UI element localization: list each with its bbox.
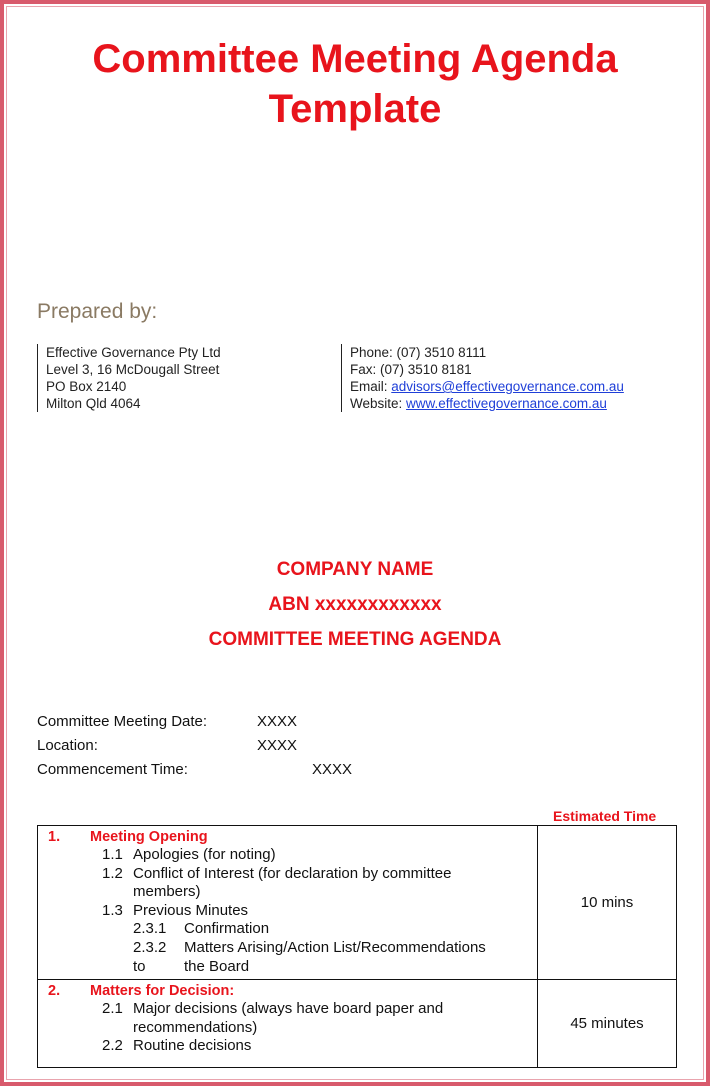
- subitem-continued-text: the Board: [184, 957, 250, 975]
- agenda-table: [37, 825, 677, 1068]
- address-block: [37, 344, 221, 412]
- contact-website-row: [350, 395, 624, 412]
- section-heading: [39, 828, 536, 846]
- item-text: Routine decisions: [133, 1037, 252, 1055]
- contact-block: [341, 344, 624, 412]
- subitem-text: Confirmation: [184, 920, 270, 938]
- address-street: Level 3, 16 McDougall Street: [46, 362, 220, 377]
- agenda-section-row: [38, 826, 677, 980]
- agenda-item: [39, 865, 536, 884]
- prepared-by-label: Prepared by:: [37, 300, 158, 323]
- subitem-number: 2.3.1: [133, 920, 167, 938]
- address-company: Effective Governance Pty Ltd: [46, 345, 221, 360]
- contact-phone: Phone: (07) 3510 8111: [350, 345, 487, 360]
- contact-email-link[interactable]: advisors@effectivegovernance.com.au: [391, 379, 624, 394]
- commencement-time-value: XXXX: [312, 761, 353, 778]
- item-text-continued: recommendations): [133, 1018, 258, 1036]
- agenda-item: [39, 846, 536, 865]
- agenda-subitem: [39, 920, 536, 939]
- item-text: Conflict of Interest (for declaration by committee: [133, 864, 452, 882]
- section-number: 2.: [48, 983, 61, 1000]
- address-city: Milton Qld 4064: [46, 396, 141, 411]
- section-number: 1.: [48, 829, 61, 845]
- agenda-item: [39, 1037, 536, 1056]
- contact-fax: Fax: (07) 3510 8181: [350, 362, 472, 377]
- item-number: 2.2: [102, 1037, 123, 1055]
- item-number: 1.1: [102, 846, 123, 863]
- contact-email-label: Email:: [350, 379, 392, 394]
- estimated-time-cell: 45 minutes: [538, 980, 677, 1068]
- agenda-item: [39, 902, 536, 921]
- document-title: [20, 34, 690, 134]
- commencement-time-label: Commencement Time:: [37, 761, 188, 778]
- agenda-item: [39, 1000, 536, 1019]
- item-number: 2.1: [102, 1000, 123, 1018]
- estimated-time-cell: 10 mins: [538, 826, 677, 980]
- contact-website-link[interactable]: www.effectivegovernance.com.au: [406, 396, 607, 411]
- meeting-date-value: XXXX: [257, 713, 298, 730]
- item-text: Major decisions (always have board paper and: [133, 1000, 444, 1018]
- abn-heading: ABN xxxxxxxxxxxx: [268, 594, 442, 615]
- company-name-heading: COMPANY NAME: [276, 559, 434, 580]
- contact-website-label: Website:: [350, 396, 407, 411]
- estimated-time-header: Estimated Time: [553, 808, 657, 824]
- location-value: XXXX: [257, 737, 298, 754]
- agenda-subitem: [39, 939, 536, 958]
- agenda-section-row: [38, 980, 677, 1068]
- item-number: 1.2: [102, 864, 123, 882]
- location-label: Location:: [37, 737, 98, 754]
- agenda-section-cell: [38, 826, 538, 980]
- item-text: Previous Minutes: [133, 901, 249, 919]
- item-number: 1.3: [102, 901, 123, 919]
- agenda-section-cell: [38, 980, 538, 1068]
- item-text: Apologies (for noting): [133, 846, 276, 863]
- agenda-subitem-continued: [39, 958, 536, 977]
- title-line-1: Committee Meeting Agenda: [92, 37, 618, 81]
- address-po-box: PO Box 2140: [46, 379, 127, 394]
- section-title: Meeting Opening: [90, 829, 208, 845]
- subitem-text: Matters Arising/Action List/Recommendations: [184, 938, 486, 956]
- title-line-2: Template: [268, 87, 442, 131]
- item-text-continued: members): [133, 883, 201, 901]
- section-title: Matters for Decision:: [90, 983, 235, 1000]
- subitem-number: 2.3.2: [133, 938, 167, 956]
- meeting-date-label: Committee Meeting Date:: [37, 713, 208, 730]
- contact-email-row: [350, 378, 624, 395]
- subitem-continued-word: to: [133, 957, 146, 975]
- agenda-title-heading: COMMITTEE MEETING AGENDA: [208, 629, 502, 650]
- section-heading: [39, 982, 536, 1000]
